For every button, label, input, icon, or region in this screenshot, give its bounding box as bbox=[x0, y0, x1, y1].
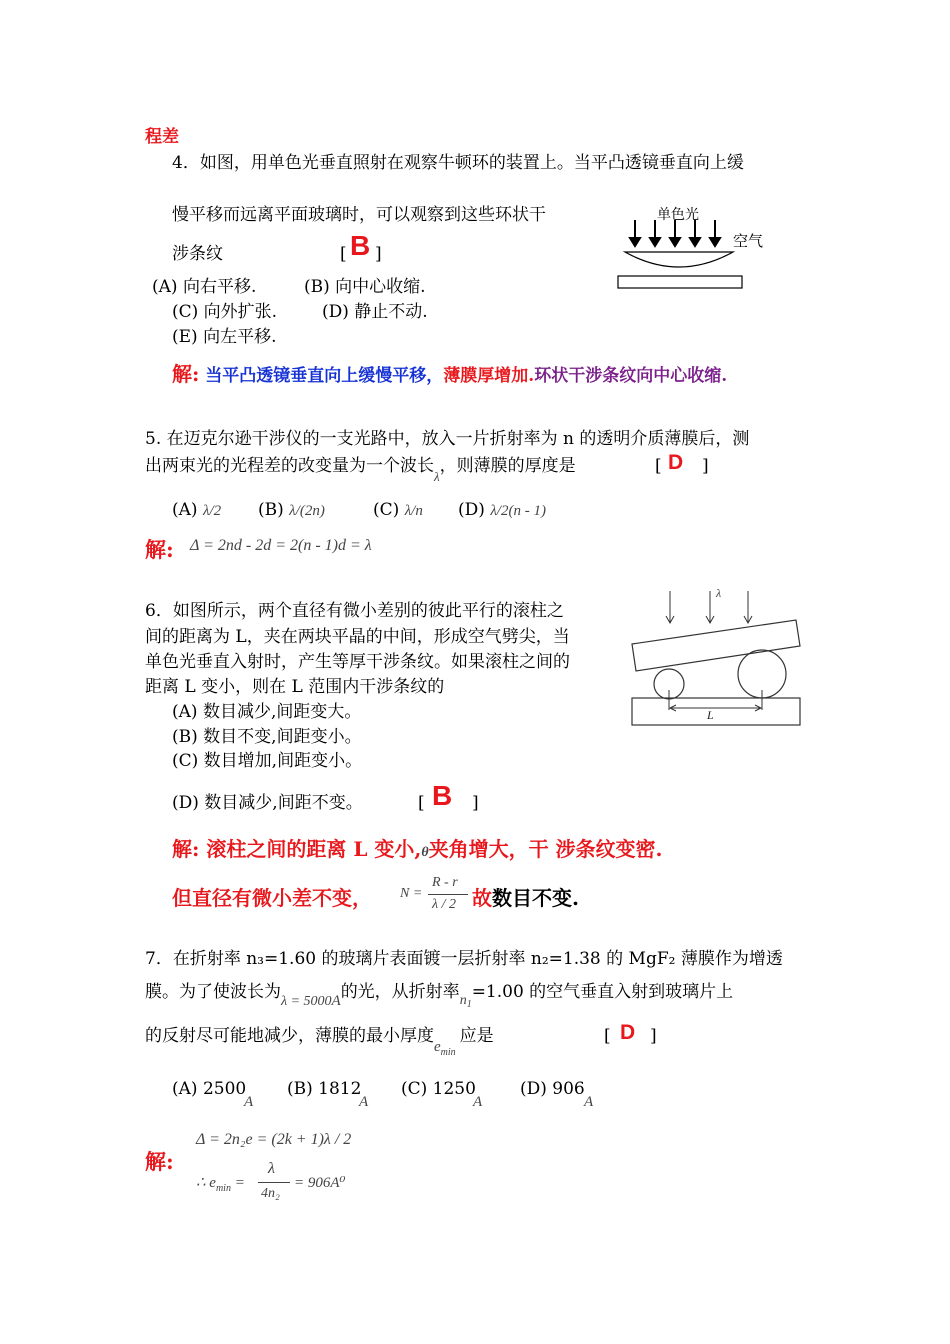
q7-bracket-close: ] bbox=[650, 1026, 657, 1046]
q7-line2-start: 膜。为了使波长为 bbox=[145, 982, 281, 1002]
q6-option-b: (B) 数目不变,间距变小。 bbox=[172, 727, 362, 747]
q5-line1: 5. 在迈克尔逊干涉仪的一支光路中，放入一片折射率为 n 的透明介质薄膜后，测 bbox=[145, 429, 750, 449]
q5-answer: D bbox=[668, 451, 684, 474]
q7-emin: e bbox=[434, 1039, 441, 1055]
q6-solution-text1: 滚柱之间的距离 L 变小, bbox=[206, 837, 422, 861]
q7-solution-eq1: Δ = 2n₂e = (2k + 1)λ / 2 bbox=[196, 1131, 352, 1148]
q5-line2-end: ，则薄膜的厚度是 bbox=[439, 456, 576, 476]
q6-solution-text4: 故 bbox=[472, 886, 492, 910]
q6-solution-line2 bbox=[172, 882, 372, 911]
q6-answer: B bbox=[432, 780, 453, 811]
q7-lambda-eq: λ = 5000 bbox=[281, 994, 332, 1009]
q4-line1: 4．如图，用单色光垂直照射在观察牛顿环的装置上。当平凸透镜垂直向上缓 bbox=[172, 153, 744, 173]
monochromatic-light-label: 单色光 bbox=[657, 207, 699, 223]
q5-option-b-value: λ/(2n) bbox=[289, 503, 325, 519]
q7-line2: 膜。为了使波长为$_{\lambda = 5000}$A的光，从折射率$_{n1}$=1.00 的空气垂直入射到玻璃片上 bbox=[145, 982, 734, 1010]
q6-solution-text3: 但直径有微小差不变， bbox=[172, 886, 372, 910]
q7-line2-end: =1.00 的空气垂直入射到玻璃片上 bbox=[471, 982, 734, 1002]
q4-option-d: (D) 静止不动. bbox=[322, 302, 428, 322]
q5-bracket-close: ] bbox=[702, 456, 709, 476]
q7-option-c: (C) 1250 bbox=[401, 1079, 476, 1099]
q7-option-d: (D) 906 bbox=[520, 1079, 585, 1099]
q5-option-a-value: λ/2 bbox=[202, 503, 222, 519]
lower-flat-plate bbox=[632, 698, 800, 725]
q7-eq2-bar bbox=[258, 1182, 290, 1183]
q5-bracket-open: [ bbox=[655, 456, 662, 476]
wedge-L-label: L bbox=[707, 708, 714, 722]
q6-n-eq: N = bbox=[400, 886, 423, 901]
header-fragment: 程差 bbox=[145, 127, 179, 147]
q6-line4: 距离 L 变小，则在 L 范围内干涉条纹的 bbox=[145, 677, 445, 697]
glass-plate bbox=[618, 276, 742, 288]
q5-line2 bbox=[145, 455, 576, 484]
q6-bracket-close: ] bbox=[472, 793, 479, 813]
q6-solution-text5: 数目不变. bbox=[492, 886, 579, 910]
q6-option-d: (D) 数目减少,间距不变。 bbox=[172, 793, 363, 813]
q7-eq2-lhs: ∴ e bbox=[196, 1175, 216, 1191]
q7-line2-mid: 的光，从折射率 bbox=[340, 982, 460, 1002]
q6-frac-num: R - r bbox=[432, 875, 458, 890]
q5-option-b bbox=[258, 499, 325, 522]
q5-solution-label: 解: bbox=[145, 537, 174, 562]
q4-bracket-open: [ bbox=[340, 244, 347, 264]
q4-option-c: (C) 向外扩张. bbox=[172, 302, 278, 322]
q7-eq2-eq: = bbox=[234, 1175, 245, 1191]
q5-option-a-label: (A) bbox=[172, 500, 198, 520]
plano-convex-lens bbox=[625, 252, 733, 267]
q7-eq2-rhs: = 906A⁰ bbox=[294, 1175, 346, 1191]
q5-option-b-label: (B) bbox=[258, 500, 284, 520]
q6-solution-label: 解: bbox=[172, 837, 200, 861]
q4-option-a: (A) 向右平移. bbox=[152, 277, 257, 297]
q7-line3-start: 的反射尽可能地减少，薄膜的最小厚度 bbox=[145, 1026, 434, 1046]
q4-option-b: (B) 向中心收缩. bbox=[304, 277, 426, 297]
q4-bracket-close: ] bbox=[375, 244, 382, 264]
q6-line3: 单色光垂直入射时，产生等厚干涉条纹。如果滚柱之间的 bbox=[145, 652, 570, 672]
q7-eq2-den: 4n₂ bbox=[261, 1186, 280, 1201]
q6-bracket-open: [ bbox=[418, 793, 425, 813]
q7-option-c-unit: A bbox=[473, 1094, 483, 1110]
q5-option-d-value: λ/2(n - 1) bbox=[490, 503, 546, 519]
upper-flat-plate bbox=[632, 620, 800, 671]
q6-theta: θ bbox=[421, 845, 429, 860]
q7-line3 bbox=[145, 1025, 494, 1058]
q6-line1: 6．如图所示，两个直径有微小差别的彼此平行的滚柱之 bbox=[145, 601, 564, 621]
q4-solution bbox=[172, 362, 727, 388]
q7-eq2-num: λ bbox=[268, 1160, 275, 1177]
q5-option-a bbox=[172, 499, 221, 522]
q7-solution-label: 解: bbox=[145, 1149, 174, 1174]
q4-solution-part2: 薄膜厚增加. bbox=[443, 366, 535, 386]
wedge-lambda-label: λ bbox=[716, 586, 722, 600]
q7-bracket-open: [ bbox=[604, 1026, 611, 1046]
q6-line2: 间的距离为 L，夹在两块平晶的中间，形成空气劈尖，当 bbox=[145, 627, 570, 647]
q6-solution-text2: 夹角增大，干 涉条纹变密. bbox=[428, 837, 663, 861]
q7-answer: D bbox=[620, 1021, 636, 1044]
q7-eq2-sub: min bbox=[215, 1183, 231, 1194]
q4-solution-part3: 环状干涉条纹向中心收缩. bbox=[534, 366, 728, 386]
q7-option-a-unit: A bbox=[244, 1094, 254, 1110]
q7-line1: 7．在折射率 n₃=1.60 的玻璃片表面镀一层折射率 n₂=1.38 的 MgF₂ 薄膜作为增透 bbox=[145, 949, 783, 969]
q4-line2: 慢平移而远离平面玻璃时，可以观察到这些环状干 bbox=[172, 205, 546, 225]
q4-line3: 涉条纹 bbox=[172, 244, 223, 264]
q5-option-c-label: (C) bbox=[373, 500, 400, 520]
q6-frac-bar bbox=[428, 894, 468, 895]
q5-line2-start: 出两束光的光程差的改变量为一个波长 bbox=[145, 456, 434, 476]
q6-solution-line2-end bbox=[472, 882, 579, 911]
q7-option-b: (B) 1812 bbox=[287, 1079, 362, 1099]
q5-option-c bbox=[373, 499, 423, 522]
q4-answer: B bbox=[350, 230, 371, 261]
q7-n1: n bbox=[459, 993, 467, 1008]
q5-lambda: λ bbox=[434, 469, 440, 484]
q7-line3-end: 应是 bbox=[459, 1026, 494, 1046]
q4-option-e: (E) 向左平移. bbox=[172, 327, 277, 347]
q7-option-d-unit: A bbox=[584, 1094, 594, 1110]
q7-emin-sub: min bbox=[440, 1047, 456, 1058]
q4-solution-label: 解: bbox=[172, 362, 200, 386]
q6-frac-den: λ / 2 bbox=[432, 897, 456, 912]
q7-angstrom: A bbox=[331, 993, 341, 1009]
q6-option-a: (A) 数目减少,间距变大。 bbox=[172, 702, 362, 722]
q5-option-c-value: λ/n bbox=[404, 503, 423, 519]
air-wedge-figure bbox=[630, 586, 805, 731]
q5-option-d bbox=[458, 499, 546, 522]
air-label: 空气 bbox=[733, 232, 764, 250]
q7-option-b-unit: A bbox=[359, 1094, 369, 1110]
incident-light-arrows bbox=[666, 591, 752, 623]
air-wedge-diagram bbox=[630, 586, 805, 731]
q7-solution-eq2 bbox=[196, 1173, 245, 1192]
q7-option-a: (A) 2500 bbox=[172, 1079, 247, 1099]
newton-ring-figure bbox=[615, 200, 775, 295]
q4-solution-part1: 当平凸透镜垂直向上缓慢平移， bbox=[205, 366, 444, 386]
q5-solution-formula: Δ = 2nd - 2d = 2(n - 1)d = λ bbox=[190, 537, 372, 554]
q6-solution-line1 bbox=[172, 833, 663, 862]
q5-option-d-label: (D) bbox=[458, 500, 485, 520]
q6-option-c: (C) 数目增加,间距变小。 bbox=[172, 751, 363, 771]
